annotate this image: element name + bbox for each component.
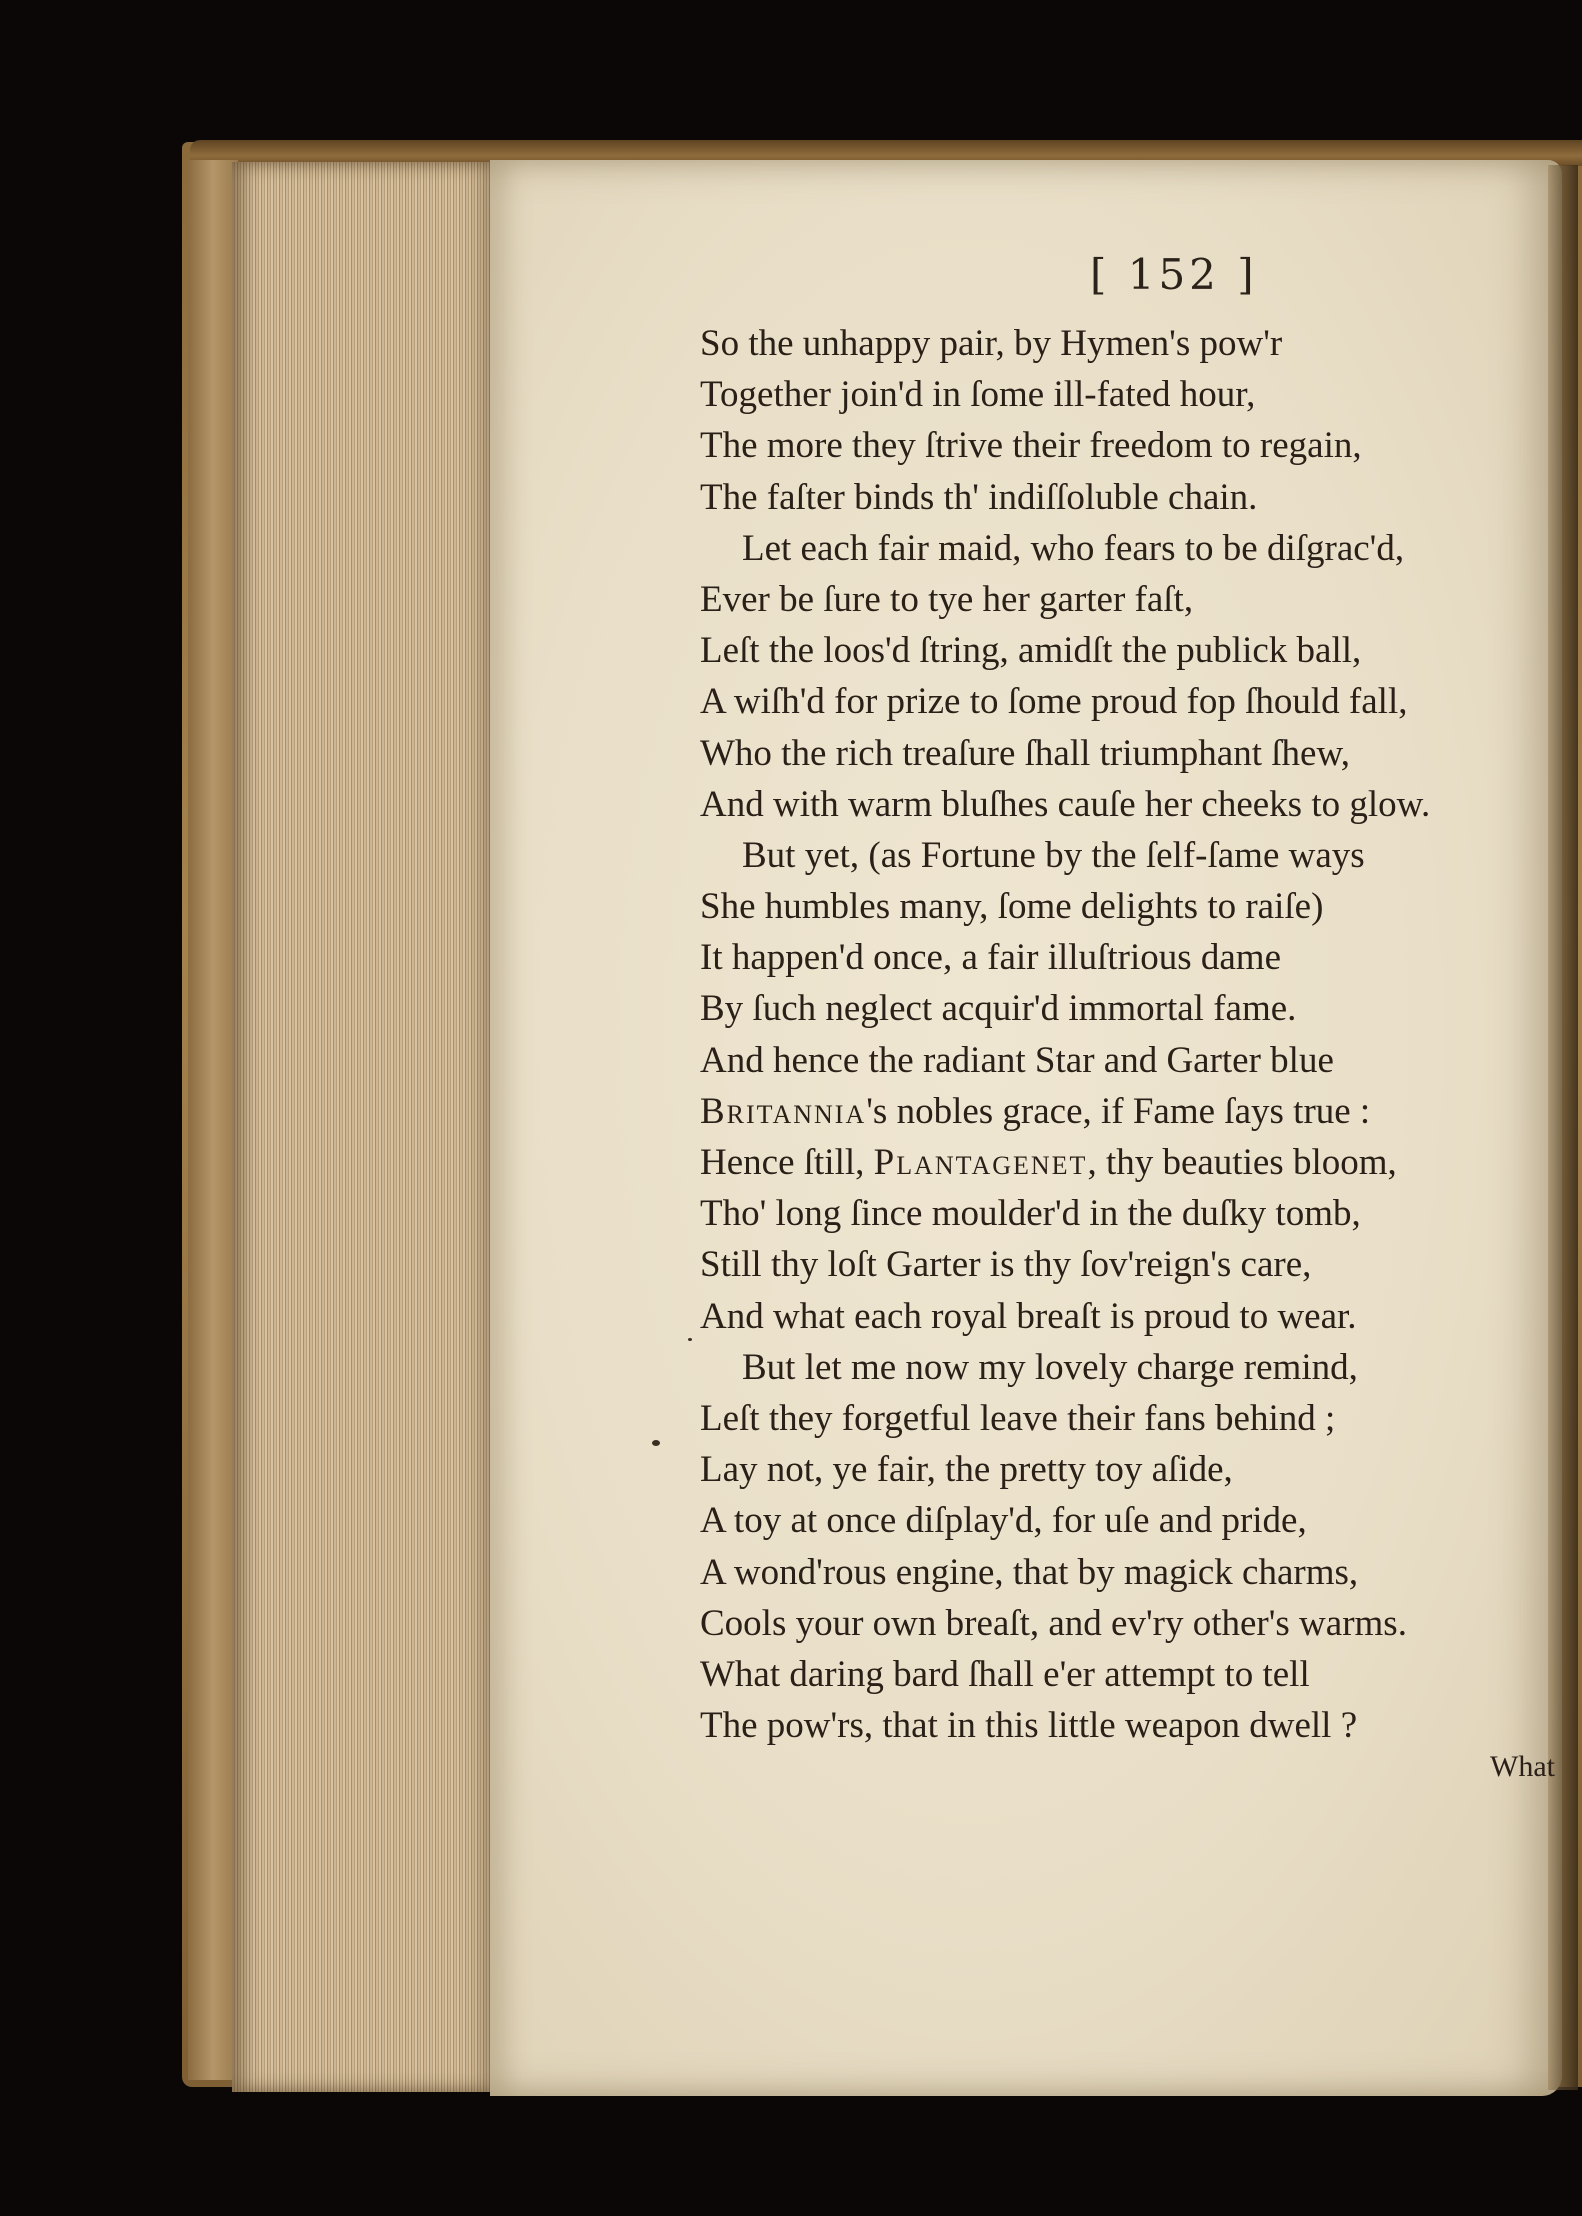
poem-line-20: And what each royal breaſt is proud to wear. <box>700 1295 1357 1337</box>
poem-line-12: She humbles many, ſome delights to raiſe) <box>700 886 1324 928</box>
small-caps-plantagenet: Plantagenet <box>873 1142 1088 1183</box>
poem-line-25: A wond'rous engine, that by magick charms, <box>700 1551 1359 1593</box>
poem-line-3: The more they ſtrive their freedom to regain, <box>700 425 1362 467</box>
poem-line-19: Still thy loſt Garter is thy ſov'reign's care, <box>700 1244 1312 1286</box>
poem-line-6: Ever be ſure to tye her garter faſt, <box>700 578 1194 620</box>
poem-line-9: Who the rich treaſure ſhall triumphant ſhew, <box>700 732 1351 774</box>
poem-line-26: Cools your own breaſt, and ev'ry other's warms. <box>700 1602 1407 1644</box>
page-number: [ 152 ] <box>1090 250 1258 299</box>
poem-line-24: A toy at once diſplay'd, for uſe and pride, <box>700 1500 1307 1542</box>
poem-line-18: Tho' long ſince moulder'd in the duſky tomb, <box>700 1193 1361 1235</box>
poem-line-28: The pow'rs, that in this little weapon dwell ? <box>700 1705 1358 1747</box>
poem-line-5: Let each fair maid, who fears to be diſgrac'd, <box>742 527 1405 569</box>
small-caps-britannia: Britannia <box>700 1090 867 1132</box>
poem-line-11: But yet, (as Fortune by the ſelf-ſame ways <box>742 834 1365 876</box>
poem-line-2: Together join'd in ſome ill-fated hour, <box>700 374 1256 416</box>
poem-line-15: And hence the radiant Star and Garter blue <box>700 1039 1334 1081</box>
poem-line-1: So the unhappy pair, by Hymen's pow'r <box>700 323 1283 364</box>
poem-line-16-rest: 's nobles grace, if Fame ſays true : <box>866 1090 1371 1132</box>
poem-line-17-start: Hence ſtill, <box>700 1142 874 1183</box>
poem-line-23: Lay not, ye fair, the pretty toy aſide, <box>700 1449 1233 1491</box>
catchword: What <box>1490 1750 1555 1783</box>
ink-speck <box>652 1440 660 1446</box>
poem-line-7: Leſt the loos'd ſtring, amidſt the publick ball, <box>700 630 1362 672</box>
poem-line-4: The faſter binds th' indiſſoluble chain. <box>700 476 1258 518</box>
binding-spine-edge <box>188 160 238 2080</box>
poem-line-10: And with warm bluſhes cauſe her cheeks to glow. <box>700 783 1431 825</box>
poem-line-17 <box>700 1137 1520 1188</box>
poem-text <box>700 318 1520 1751</box>
poem-line-16 <box>700 1086 1520 1137</box>
poem-line-21: But let me now my lovely charge remind, <box>742 1346 1358 1388</box>
poem-line-22: Leſt they forgetful leave their fans behind ; <box>700 1397 1336 1439</box>
ink-speck <box>688 1338 692 1341</box>
poem-line-8: A wiſh'd for prize to ſome proud fop ſhould fall, <box>700 681 1408 723</box>
poem-line-27: What daring bard ſhall e'er attempt to tell <box>700 1653 1310 1695</box>
page-block-edges <box>232 162 494 2092</box>
poem-line-17-rest: , thy beauties bloom, <box>1087 1142 1397 1183</box>
page-gutter-shadow <box>1548 165 1578 2090</box>
poem-line-13: It happen'd once, a fair illuſtrious dame <box>700 937 1281 979</box>
poem-line-14: By ſuch neglect acquir'd immortal fame. <box>700 988 1297 1030</box>
